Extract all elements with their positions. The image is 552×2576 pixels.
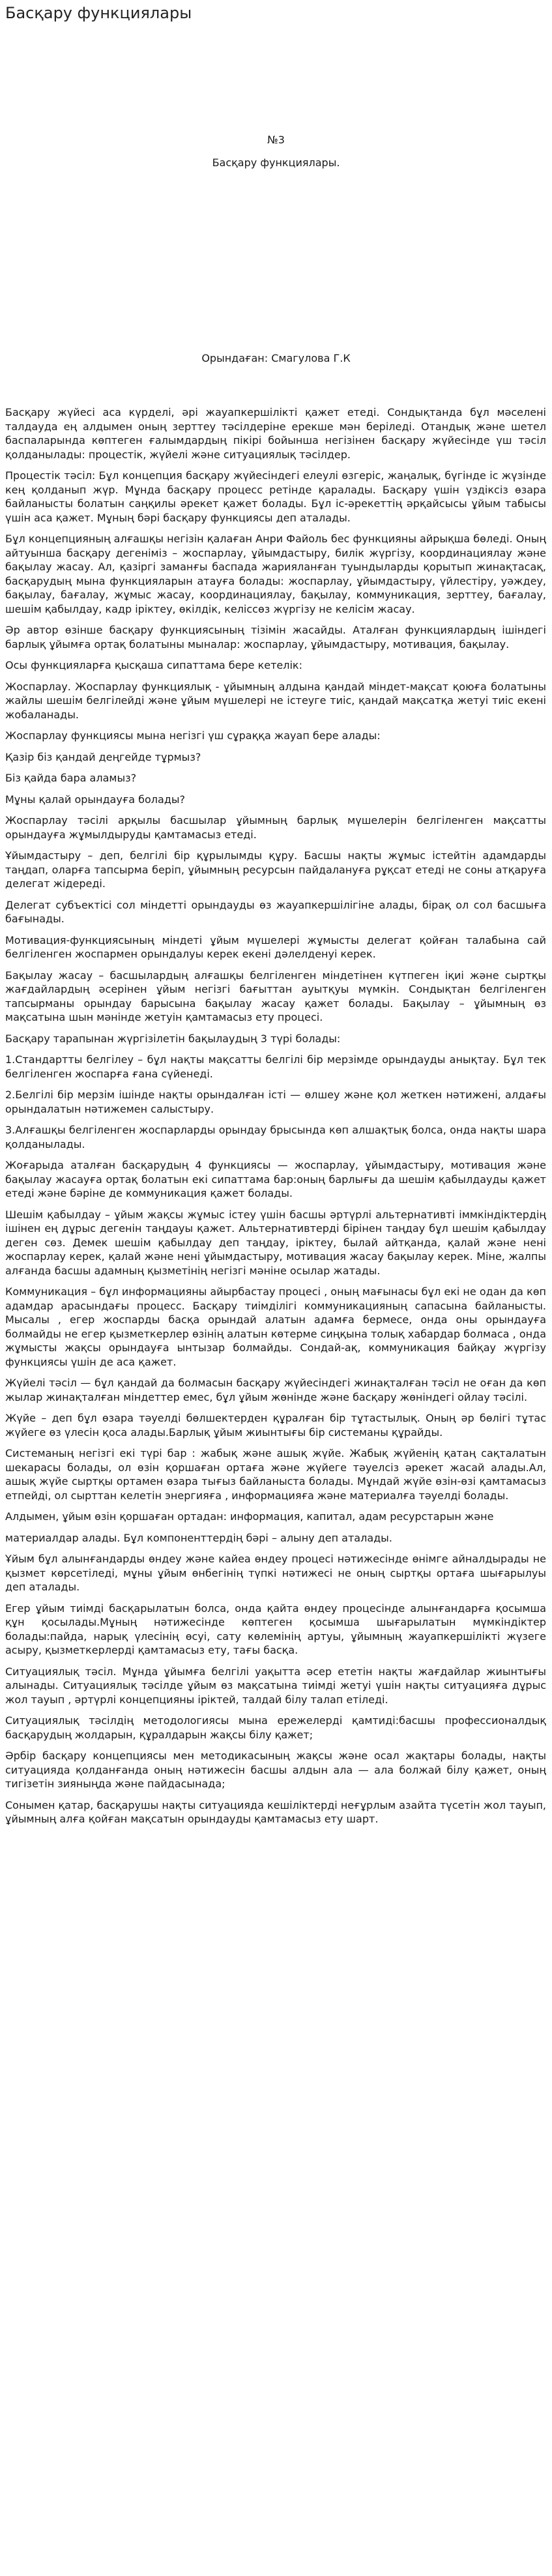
paragraph: Ұйым бұл алынғандарды өндеу және кайеа өндеу процесі нәтижесінде өнімге айналдырады не қызмет көрсетіледі, мұны ұйым өнбегінің түпкі нәтижесі не оның сыртқы ортаға шығарылуы деп аталады. (5, 1553, 546, 1593)
paragraph: Жүйелі тәсіл — бұл қандай да болмасын басқару жүйесіндегі жинақталған тәсіл не оған да көп жылар жинақталған міндеттер емес, бұл ұйым жөнінде және басқару жөніндегі ойлау тәсілі. (5, 1377, 546, 1403)
paragraph: Процестік тәсіл: Бұл концепция басқару жүйесіндегі елеулі өзгеріс, жаңалық, бүгінде іс жүзінде кең қолданып жүр. Мұнда басқару процесс ретінде қаралады. Басқару үшін үздіксіз өзара байланысты болатын саңқилы әрекет қажет болады. Бұл іс-әрекеттің әрқайсысы ұйым табысы үшін аса қажет. Мұның бәрі басқару функциясы деп аталады. (5, 469, 546, 524)
paragraph: Ситуациялық тәсілдің методологиясы мына ережелерді қамтиді:басшы профессионалдық басқарудың жолдарын, құралдарын жақсы білу қажет; (5, 1714, 546, 1741)
paragraph: Жоспарлау. Жоспарлау функциялық - ұйымның алдына қандай міндет-мақсат қоюға болатыны жайлы шешім белгілейді және ұйым мүшелері не істеуге тиіс, қандай мақсатқа жетуі тиіс екені жобаланады. (5, 680, 546, 721)
paragraph: Бұл концепцияның алғашқы негізін қалаған Анри Файоль бес функцияны айрықша бөледі. Оның айтуынша басқару дегеніміз – жоспарлау, ұйымдастыру, билік жүргізу, координациялау және бақылау жасау. Ал, қазіргі заманғы баспада жарияланған туындыларды қорытып жинақтасақ, басқарудың мына функцияларын атауға болады: жоспарлау, ұйымдастыру, үйлестіру, уәждеу, бақылау, бағалау, жұмыс жасау, координациялау, бақылау, коммуникация, зерттеу, бағалау, шешім қабылдау, кадр іріктеу, өкілдік, келісcөз жүргізу не келісім жасау. (5, 533, 546, 615)
paragraph: материалдар алады. Бұл компоненттердің бәрі – алыну деп аталады. (5, 1531, 392, 1544)
paragraph: Біз қайда бара аламыз? (5, 772, 137, 784)
paragraph: Қазір біз қандай деңгейде тұрмыз? (5, 750, 201, 763)
paragraph: Делегат субъектісі сол міндетті орындауды өз жауапкершілігіне алады, бірақ ол сол басшыға бағынады. (5, 898, 546, 925)
paragraph: Мұны қалай орындауға болады? (5, 793, 186, 806)
document-subtitle: Басқару функциялары. (212, 156, 340, 169)
paragraph: Жүйе – деп бұл өзара тәуелді бөлшектерден құралған бір тұтастылық. Оның әр бөлігі тұтас жүйеге өз үлесін қоса алады.Барлық ұйым жиынтығы бір системаны құрайды. (5, 1412, 546, 1439)
paragraph: Ұйымдастыру – деп, белгілі бір құрылымды құру. Басшы нақты жұмыс істейтін адамдарды таңдап, оларға тапсырма беріп, ұйымның ресурсын пайдалануға рұқсат етеді не соны атқаруға делегат жідереді. (5, 849, 546, 890)
paragraph: Коммуникация – бұл информацияны айырбастау процесі , оның мағынасы бұл екі не одан да көп адамдар арасындағы процесс. Басқару тиімділігі коммуникацияның сапасына байланысты. Мысалы , егер жоспарды басқа орындай алатын адамға бермесе, онда оны орындауға болмайды не егер қызметкерлер өзінің алатын көтерме сиңқына толық хабардар болмаса , онда жұмысты жақсы орындауға ынтызар болмайды. Сондай-ақ, коммуникация байқау жүргізу функциясы үшін де аса қажет. (5, 1285, 546, 1368)
paragraph: Басқару тарапынан жүргізілетін бақылаудың 3 түрі болады: (5, 1032, 341, 1045)
paragraph: Жоспарлау тәсілі арқылы басшылар ұйымның барлық мүшелерін белгіленген мақсатты орындауға жұмылдыруды қамтамасыз етеді. (5, 814, 546, 841)
paragraph: 2.Белгілі бір мерзім ішінде нақты орындалған істі — өлшеу және қол жеткен нәтижені, алдағы орындалатын нәтижемен салыстыру. (5, 1089, 546, 1115)
paragraph: Әрбір басқару концепциясы мен методикасының жақсы және осал жақтары болады, нақты ситуацияда қолданғанда оның нәтижесін басшы алдын ала — ала болжай білу қажет, оның тигізетін зияныңда және пайдасынада; (5, 1749, 546, 1790)
paragraph: Алдымен, ұйым өзін қоршаған ортадан: информация, капитал, адам ресурстарын және (5, 1510, 494, 1523)
paragraph: Мотивация-функциясының міндеті ұйым мүшелері жұмысты делегат қойған талабына сай белгіленген жоспармен орындалуы керек екені дәлелденуі керек. (5, 933, 546, 960)
paragraph: 3.Алғашқы белгіленген жоспарларды орындау брысында көп алшақтық болса, онда нақты шара қолданылады. (5, 1124, 546, 1150)
paragraph: Системаның негізгі екі түрі бар : жабық және ашық жүйе. Жабық жүйенің қатаң сақталатын шекарасы болады, ол өзін қоршаған ортаға және жүйеге тәуелсіз әрекет жасай алады.Ал, ашық жүйе сыртқы ортамен өзара тығыз байланыста болады. Мұндай жүйе өзін-өзі қамтамасыз етпейді, ол сырттан келетін энергияға , информацияға және материалға тәуелді болады. (5, 1447, 546, 1502)
paragraph: Сонымен қатар, басқарушы нақты ситуацияда кешілiктерді неғұрлым азайта түсетін жол тауып, ұйымның алға қойған мақсатын орындауды қамтамасыз ету шарт. (5, 1798, 546, 1825)
paragraph: Шешім қабылдау – ұйым жақсы жұмыс істеу үшін басшы әртүрлі альтернативті іммкіндіктердің ішінен ең дұрыс дегенін таңдауы қажет. Альтернативтерді бірінен таңдау бұл шешім қабылдау деген сөз. Демек шешім қабылдау деп таңдау, іріктеу, былай айтқанда, қалай және нені жоспарлау керек, қалай және нені ұйымдастыру, мотивация жасау бақылау керек. Міне, жалпы алғанда басшы адамның қызметінің негізгі мәніне осылар жатады. (5, 1208, 546, 1277)
paragraph: 1.Стандартты белгілеу – бұл нақты мақсатты белгілі бір мерзімде орындауды анықтау. Бұл тек белгіленген жоспарға ғана сүйенеді. (5, 1053, 546, 1080)
paragraph: Ситуациялық тәсіл. Мұнда ұйымға белгілі уақытта әсер ететін нақты жағдайлар жиынтығы алынады. Ситуациялық тәсілде ұйым өз мақсатына тиімді жетуі үшін нақты ситуацияға дұрыс жол тауып , әртүрлі концепцияны іріктей, талдай білу талап етіледі. (5, 1665, 546, 1706)
paragraph: Әр автор өзінше басқару функциясының тізімін жасайды. Аталған функциялардың ішіндегі барлық ұйымға ортақ болатыны мыналар: жоспарлау, ұйымдастыру, мотивация, бақылау. (5, 624, 546, 651)
document-number: №3 (267, 134, 285, 146)
paragraph: Егер ұйым тиімді басқарылатын болса, онда қайта өндеу процесінде алынғандарға қосымша құн қосылады.Мұның нәтижесінде көптеген қосымша шығарылатын мүмкіндіктер болады:пайда, нарық үлесінің өсуі, сату көлемінің артуы, ұйымның жауапкершілікті жүзеге асыру, қызметкерлерді қамтамасыз ету, тағы басқа. (5, 1602, 546, 1656)
paragraph: Басқару жүйесі аса күрделі, әрі жауапкершілікті қажет етеді. Сондықтанда бұл мәселені талдауда ең алдымен оның зерттеу тәсілдеріне ерекше мән беріледі. Отандық және шетел баспаларында көптеген ғалымдардың пікірі бойынша негізінен басқару жүйесінде үш тәсіл қолданылады: процестік, жүйелі және ситуациялық тәсілдер. (5, 406, 546, 461)
document-body (5, 405, 546, 1834)
paragraph: Жоспарлау функциясы мына негізгі үш сұраққа жауап бере алады: (5, 729, 381, 742)
paragraph: Жоғарыда аталған басқарудың 4 функциясы — жоспарлау, ұйымдастыру, мотивация және бақылау жасауға ортақ болатын екі сипаттама бар:оның барлығы да шешім қабылдауды қажет етеді және бәріне де коммуникация қажет болады. (5, 1159, 546, 1199)
page-title: Басқару функциялары (5, 4, 192, 22)
paragraph: Осы функцияларға қысқаша сипаттама бере кетелік: (5, 659, 302, 671)
paragraph: Бақылау жасау – басшылардың алғашқы белгіленген міндетінен күтпеген іқиі және сыртқы жағдайлардың әсерінен ұйым негізгі бағыттан ауытқуы мүмкін. Сондықтан белгіленген тапсырманы орындау барысына бақылау жасау қажет болады. Бақылау – ұйымның өз мақсатына шын мәнінде жетуін қамтамасыз ету процесі. (5, 969, 546, 1023)
document-author: Орындаған: Смагулова Г.К (201, 352, 351, 364)
